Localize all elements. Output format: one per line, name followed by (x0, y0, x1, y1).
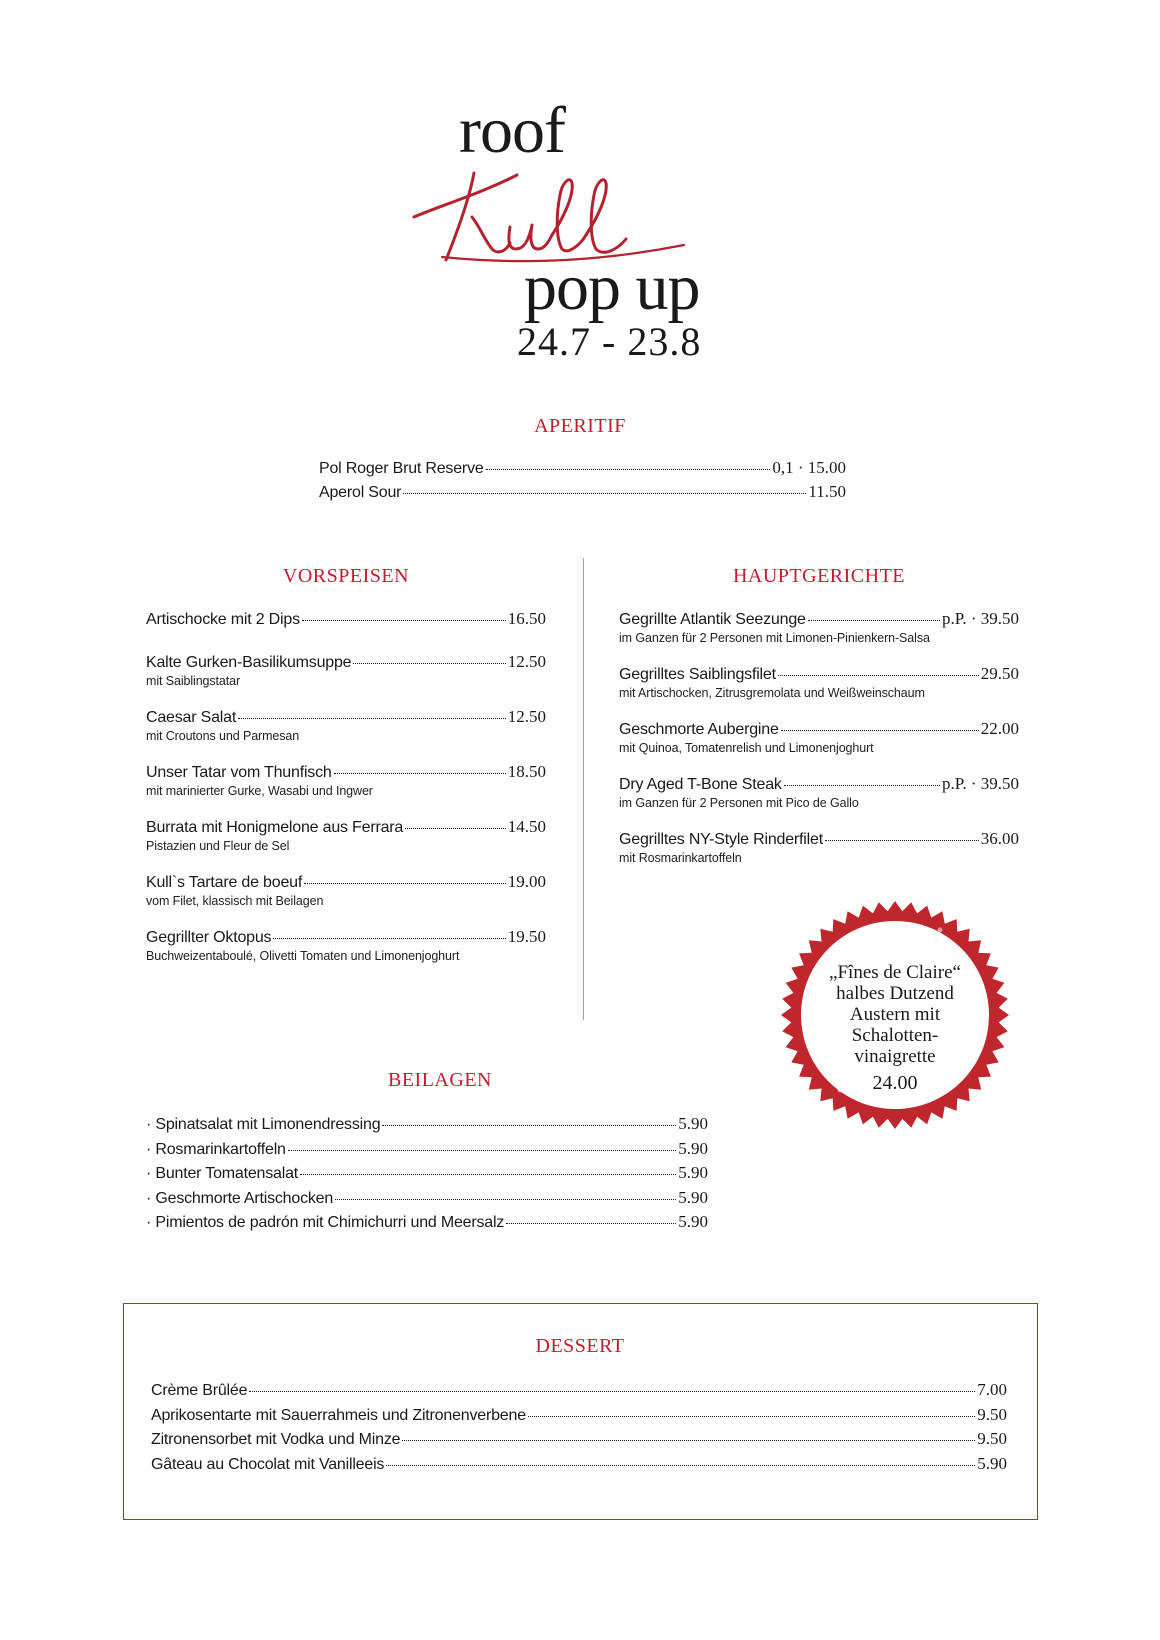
menu-item (146, 762, 546, 799)
item-price: 5.90 (678, 1187, 708, 1207)
menu-item (146, 652, 546, 689)
menu-item (619, 774, 1019, 811)
item-price: 5.90 (977, 1453, 1007, 1473)
item-name: Gegrillte Atlantik Seezunge (619, 611, 806, 628)
side-item (146, 1188, 708, 1209)
item-price: 7.00 (977, 1380, 1007, 1399)
leader-dots (778, 675, 979, 676)
leader-dots (288, 1150, 676, 1151)
leader-dots (335, 1199, 676, 1200)
leader-dots (300, 1174, 676, 1175)
item-price: 12.50 (507, 652, 546, 671)
item-description: mit Saiblingstatar (146, 674, 241, 688)
item-name: Dry Aged T-Bone Steak (619, 776, 782, 793)
item-name: Gâteau au Chocolat mit Vanilleeis (151, 1455, 385, 1473)
item-description: mit Quinoa, Tomatenrelish und Limonenjoghurt (619, 741, 874, 755)
item-description: Buchweizentaboulé, Olivetti Tomaten und Limonenjoghurt (146, 949, 460, 963)
column-divider (583, 558, 584, 1020)
section-title-hauptgerichte: HAUPTGERICHTE (732, 565, 906, 587)
leader-dots (273, 938, 505, 939)
item-description: vom Filet, klassisch mit Beilagen (146, 894, 324, 908)
leader-dots (825, 840, 979, 841)
item-name: · Bunter Tomatensalat (146, 1165, 299, 1182)
leader-dots (353, 663, 505, 664)
item-name: Gegrilltes Saiblingsfilet (619, 666, 776, 683)
section-title-dessert: DESSERT (535, 1335, 625, 1357)
stamp-text (795, 962, 995, 1094)
item-price: 22.00 (980, 719, 1019, 738)
side-item (146, 1163, 708, 1184)
stamp-line: vinaigrette (854, 1046, 936, 1067)
item-price: 19.50 (507, 927, 546, 946)
leader-dots (486, 469, 771, 470)
leader-dots (528, 1416, 975, 1417)
leader-dots (402, 1440, 975, 1441)
menu-item (146, 927, 546, 964)
beilagen-list (146, 1114, 708, 1233)
item-name: Pol Roger Brut Reserve (319, 460, 484, 477)
leader-dots (386, 1465, 975, 1466)
dessert-item (151, 1429, 1007, 1450)
leader-dots (334, 773, 506, 774)
item-price: 12.50 (507, 707, 546, 726)
item-price: 29.50 (980, 664, 1019, 683)
side-item (146, 1212, 708, 1233)
item-price: 5.90 (678, 1212, 708, 1231)
dessert-item (151, 1405, 1007, 1426)
item-name: Crème Brûlée (151, 1382, 248, 1399)
vorspeisen-list (146, 609, 546, 982)
item-name: Aprikosentarte mit Sauerrahmeis und Zitronenverbene (151, 1406, 526, 1424)
stamp-price: 24.00 (872, 1072, 918, 1094)
item-name: Gegrillter Oktopus (146, 929, 272, 946)
date-range: 24.7 - 23.8 (517, 319, 702, 364)
dessert-item (151, 1454, 1007, 1475)
item-name: Zitronensorbet mit Vodka und Minze (151, 1431, 401, 1448)
item-price: 14.50 (507, 817, 546, 836)
side-item (146, 1114, 708, 1135)
stamp-line: „Fînes de Claire“ (829, 962, 961, 983)
leader-dots (302, 620, 506, 621)
leader-dots (403, 493, 806, 494)
item-description (146, 630, 546, 646)
item-price: p.P. · 39.50 (942, 774, 1019, 793)
leader-dots (382, 1125, 676, 1126)
item-name: · Rosmarinkartoffeln (146, 1140, 286, 1158)
menu-item (146, 872, 546, 909)
title-roof: roof (459, 94, 565, 167)
item-price: 9.50 (977, 1429, 1007, 1448)
item-description: mit Croutons und Parmesan (146, 729, 300, 743)
item-name: Caesar Salat (146, 709, 237, 726)
menu-item (146, 609, 546, 646)
leader-dots (784, 785, 940, 786)
item-description: Pistazien und Fleur de Sel (146, 839, 290, 853)
item-name: · Pimientos de padrón mit Chimichurri und Meersalz (146, 1214, 505, 1231)
menu-item (619, 609, 1019, 646)
menu-item (146, 707, 546, 744)
leader-dots (506, 1223, 676, 1224)
aperitif-list (319, 458, 846, 503)
stamp-line: Austern mit (849, 1004, 941, 1025)
item-price: 11.50 (808, 482, 846, 501)
stamp-line: Schalotten- (851, 1025, 939, 1046)
item-price: 5.90 (678, 1138, 708, 1158)
leader-dots (304, 883, 506, 884)
item-name: Aperol Sour (319, 484, 402, 501)
menu-item (619, 664, 1019, 701)
leader-dots (405, 828, 506, 829)
item-name: Gegrilltes NY-Style Rinderfilet (619, 831, 823, 848)
leader-dots (781, 730, 979, 731)
item-description: im Ganzen für 2 Personen mit Pico de Gallo (619, 796, 859, 810)
section-title-aperitif: APERITIF (534, 415, 626, 437)
stamp-line: halbes Dutzend (836, 983, 954, 1004)
dessert-item (151, 1380, 1007, 1401)
item-name: Unser Tatar vom Thunfisch (146, 764, 332, 781)
item-description: mit Rosmarinkartoffeln (619, 851, 742, 865)
dessert-list (151, 1380, 1007, 1475)
aperitif-item (319, 458, 846, 479)
item-name: Kull`s Tartare de boeuf (146, 874, 303, 891)
item-price: 9.50 (977, 1404, 1007, 1424)
item-name: Kalte Gurken-Basilikumsuppe (146, 654, 352, 671)
item-price: 36.00 (980, 829, 1019, 848)
item-name: Burrata mit Honigmelone aus Ferrara (146, 819, 404, 836)
aperitif-item (319, 482, 846, 503)
menu-item (146, 817, 546, 854)
leader-dots (249, 1391, 975, 1392)
item-description: mit marinierter Gurke, Wasabi und Ingwer (146, 784, 373, 798)
section-title-beilagen: BEILAGEN (388, 1069, 492, 1091)
item-name: Artischocke mit 2 Dips (146, 611, 300, 628)
item-name: · Geschmorte Artischocken (146, 1189, 334, 1207)
leader-dots (808, 620, 940, 621)
item-price: 16.50 (507, 609, 546, 628)
item-name: Geschmorte Aubergine (619, 721, 779, 738)
item-price: 18.50 (507, 762, 546, 781)
menu-item (619, 719, 1019, 756)
side-item (146, 1139, 708, 1160)
title-popup: pop up (524, 251, 700, 324)
item-price: 0,1 · 15.00 (772, 458, 846, 477)
item-description: im Ganzen für 2 Personen mit Limonen-Pinienkern-Salsa (619, 631, 930, 645)
section-title-vorspeisen: VORSPEISEN (282, 565, 410, 587)
item-price: 19.00 (507, 872, 546, 891)
leader-dots (238, 718, 506, 719)
item-price: 5.90 (678, 1114, 708, 1133)
menu-item (619, 829, 1019, 866)
item-price: 5.90 (678, 1163, 708, 1182)
item-description: mit Artischocken, Zitrusgremolata und Weißweinschaum (619, 686, 925, 700)
item-price: p.P. · 39.50 (942, 609, 1019, 628)
item-name: · Spinatsalat mit Limonendressing (146, 1116, 381, 1133)
hauptgerichte-list (619, 609, 1019, 884)
